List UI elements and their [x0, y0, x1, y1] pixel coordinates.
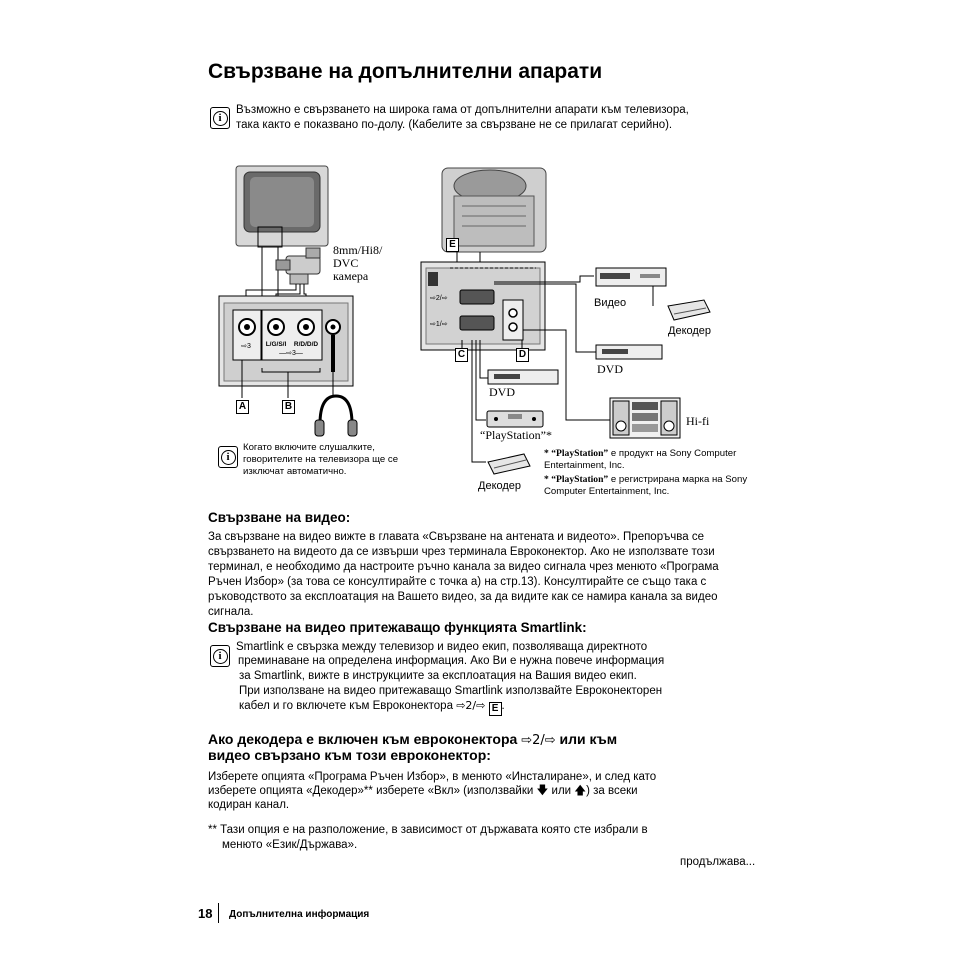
label-e: E: [446, 238, 459, 252]
label-a: A: [236, 400, 249, 414]
note-line-1: ** Тази опция е на разположение, в зависимост от държавата която сте избрали в: [208, 824, 648, 836]
continued-text: продължава...: [680, 856, 756, 868]
decoder-label-bottom: Декодер: [478, 480, 522, 492]
smartlink-line-1: Smartlink е свързка между телевизор и видео екип, позволяваща директното: [236, 641, 648, 653]
label-b: B: [282, 400, 295, 414]
panel-label-right: R/D/D/D: [293, 341, 319, 348]
section-video-title: Свързване на видео:: [208, 510, 351, 525]
svg-text:⇨3: ⇨3: [241, 343, 251, 350]
label-d: D: [516, 348, 529, 362]
camera-label: 8mm/Hi8/ DVC камера: [333, 243, 383, 283]
arrow-up-icon: 🡅: [574, 785, 587, 797]
info-icon: i: [210, 107, 230, 129]
svg-text:—⇨3—: —⇨3—: [279, 350, 303, 357]
note-line-2: менюто «Език/Държава».: [222, 839, 358, 851]
hifi-icon: [610, 398, 680, 438]
section-smartlink-title: Свързване на видео притежаващо функцията Smartlink:: [208, 620, 587, 635]
smartlink-line-5: кабел и го включете към Евроконектора ⇨2/⇨ E .: [239, 699, 505, 714]
video-label: Видео: [594, 297, 627, 309]
footnote-1: * “PlayStation” е продукт на Sony Computer Entertainment, Inc.: [544, 448, 737, 471]
info-icon-headphones: i: [218, 446, 238, 468]
dvd-label-left: DVD: [489, 385, 515, 399]
footnote-2: * “PlayStation” е регистрирана марка на Sony Computer Entertainment, Inc.: [544, 474, 748, 497]
footer-divider: [218, 903, 219, 923]
headphone-note: Когато включите слушалките, говорителите на телевизора ще се изключат автоматично.: [243, 442, 399, 477]
smartlink-line-3: за Smartlink, вижте в инструкциите за експлоатация на Вашия видео екип.: [239, 670, 637, 682]
info-icon-smartlink: i: [210, 645, 230, 667]
scart-connector-symbol: ⇨2/⇨: [456, 699, 486, 712]
decoder-label-right: Декодер: [668, 325, 712, 337]
section-decoder-title: Ако декодера е включен към евроконектора ⇨2/⇨ или към: [208, 731, 618, 748]
svg-text:⇨1/⇨: ⇨1/⇨: [430, 321, 448, 328]
page-number: 18: [198, 906, 213, 921]
page-title: Свързване на допълнителни апарати: [208, 60, 603, 83]
scart-connector-symbol-2: ⇨2/⇨: [521, 733, 556, 748]
footer-section: Допълнителна информация: [229, 909, 370, 920]
arrow-down-icon: 🡇: [536, 785, 549, 797]
decoder-body-2: изберете опцията «Декодер»** изберете «Вкл» (използвайки 🡇 или 🡅) за всеки: [208, 785, 638, 797]
hifi-label: Hi-fi: [686, 414, 710, 428]
playstation-icon: [487, 411, 543, 427]
dvd-label-right: DVD: [597, 362, 623, 376]
label-e-inline: E: [489, 702, 502, 716]
decoder-icon-bottom: [488, 454, 530, 474]
dvd-icon-left: [488, 370, 558, 384]
decoder-icon: [668, 300, 710, 320]
vcr-icon: [596, 268, 666, 286]
smartlink-line-2: преминаване на определена информация. Ако Ви е нужна повече информация: [238, 655, 665, 667]
tv-icon: [236, 166, 328, 247]
decoder-body-4: кодиран канал.: [208, 799, 290, 811]
intro-text: Възможно е свързването на широка гама от допълнителни апарати към телевизора, така както е показвано по-долу. (Кабелите за свързване не се прилагат серийно).: [236, 104, 689, 131]
label-c: C: [455, 348, 468, 362]
panel-label-left: L/G/S/I: [265, 341, 287, 348]
headphones-icon: [315, 396, 357, 436]
dvd-icon: [596, 345, 662, 359]
svg-text:⇨2/⇨: ⇨2/⇨: [430, 295, 448, 302]
section-decoder-title-2: видео свързано към този евроконектор:: [208, 747, 491, 763]
camera-icon: [276, 248, 320, 284]
decoder-body-1: Изберете опцията «Програма Ръчен Избор», в менюто «Инсталиране», и след като: [208, 771, 657, 783]
section-video-body: За свързване на видео вижте в главата «Свързване на антената и видеото». Препоръчва се свързването на видеото да се извърши чрез терминала Евроконектор. Ако не използвате този терминал, е необходимо да настроите ръчно канала за видео сигнала чрез менюто «Програма Ръчен Избор» (за това се консултирайте с точка а) на стр.13). Консултирайте се също така с ръководството за експлоатация на Вашето видео, за да видите как се намира канала за видео сигнала.: [208, 531, 719, 618]
smartlink-line-4: При използване на видео притежаващо Smartlink използвайте Евроконекторен: [239, 685, 663, 697]
playstation-label: “PlayStation”*: [480, 428, 552, 442]
